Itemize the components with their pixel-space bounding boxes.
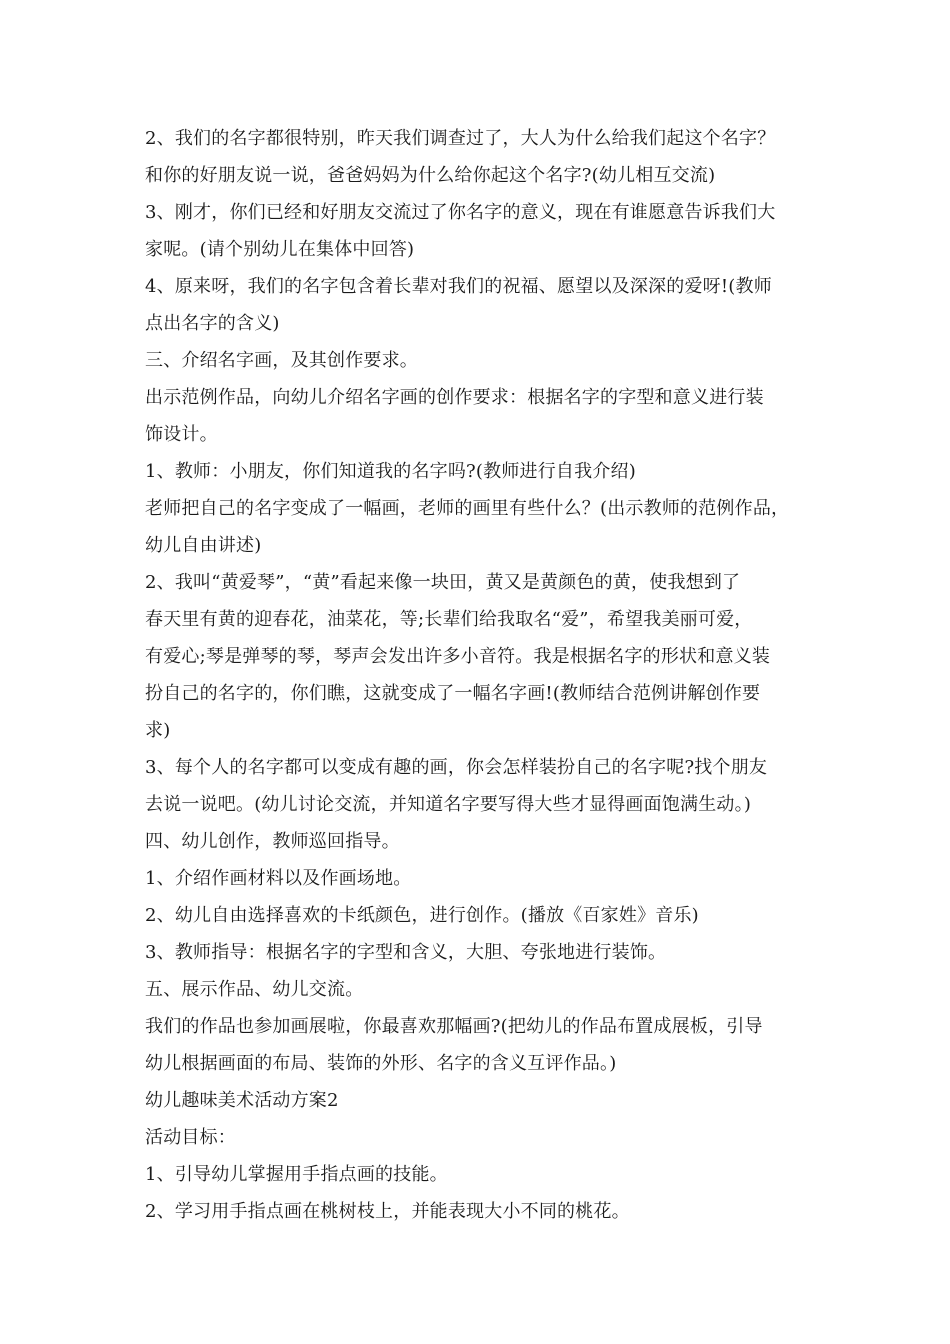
text-line: 出示范例作品，向幼儿介绍名字画的创作要求：根据名字的字型和意义进行装 — [145, 387, 764, 408]
text-line: 春天里有黄的迎春花，油菜花，等;长辈们给我取名“爱”，希望我美丽可爱， — [145, 609, 753, 630]
text-line: 和你的好朋友说一说，爸爸妈妈为什么给你起这个名字?(幼儿相互交流) — [145, 165, 716, 186]
text-line: 有爱心;琴是弹琴的琴，琴声会发出许多小音符。我是根据名字的形状和意义装 — [145, 646, 771, 667]
text-line: 4、原来呀，我们的名字包含着长辈对我们的祝福、愿望以及深深的爱呀!(教师 — [145, 276, 772, 297]
document-body — [145, 120, 813, 1230]
subsection-heading: 活动目标： — [145, 1127, 236, 1148]
plan-title: 幼儿趣味美术活动方案2 — [145, 1090, 339, 1111]
text-line: 点出名字的含义) — [145, 313, 280, 334]
text-line: 求) — [145, 720, 171, 741]
text-line: 1、介绍作画材料以及作画场地。 — [145, 868, 412, 889]
text-line: 家呢。(请个别幼儿在集体中回答) — [145, 239, 415, 260]
text-line: 老师把自己的名字变成了一幅画，老师的画里有些什么？(出示教师的范例作品， — [145, 498, 790, 519]
section-heading: 四、幼儿创作，教师巡回指导。 — [145, 831, 400, 852]
text-line: 幼儿根据画面的布局、装饰的外形、名字的含义互评作品。) — [145, 1053, 617, 1074]
text-line: 1、引导幼儿掌握用手指点画的技能。 — [145, 1164, 448, 1185]
text-line: 2、我们的名字都很特别，昨天我们调查过了，大人为什么给我们起这个名字？ — [145, 128, 776, 149]
text-line: 2、学习用手指点画在桃树枝上，并能表现大小不同的桃花。 — [145, 1201, 630, 1222]
text-line: 去说一说吧。(幼儿讨论交流，并知道名字要写得大些才显得画面饱满生动。) — [145, 794, 752, 815]
text-line: 2、我叫“黄爱琴”，“黄”看起来像一块田，黄又是黄颜色的黄，使我想到了 — [145, 572, 741, 593]
text-line: 我们的作品也参加画展啦，你最喜欢那幅画?(把幼儿的作品布置成展板，引导 — [145, 1016, 763, 1037]
text-line: 幼儿自由讲述) — [145, 535, 262, 556]
text-line: 扮自己的名字的，你们瞧，这就变成了一幅名字画!(教师结合范例讲解创作要 — [145, 683, 761, 704]
text-line: 3、每个人的名字都可以变成有趣的画，你会怎样装扮自己的名字呢?找个朋友 — [145, 757, 768, 778]
section-heading: 三、介绍名字画，及其创作要求。 — [145, 350, 418, 371]
text-line: 3、教师指导：根据名字的字型和含义，大胆、夸张地进行装饰。 — [145, 942, 667, 963]
text-line: 2、幼儿自由选择喜欢的卡纸颜色，进行创作。(播放《百家姓》音乐) — [145, 905, 699, 926]
text-line: 1、教师：小朋友，你们知道我的名字吗?(教师进行自我介绍) — [145, 461, 636, 482]
text-line: 饰设计。 — [145, 424, 218, 445]
section-heading: 五、展示作品、幼儿交流。 — [145, 979, 364, 1000]
text-line: 3、刚才，你们已经和好朋友交流过了你名字的意义，现在有谁愿意告诉我们大 — [145, 202, 776, 223]
